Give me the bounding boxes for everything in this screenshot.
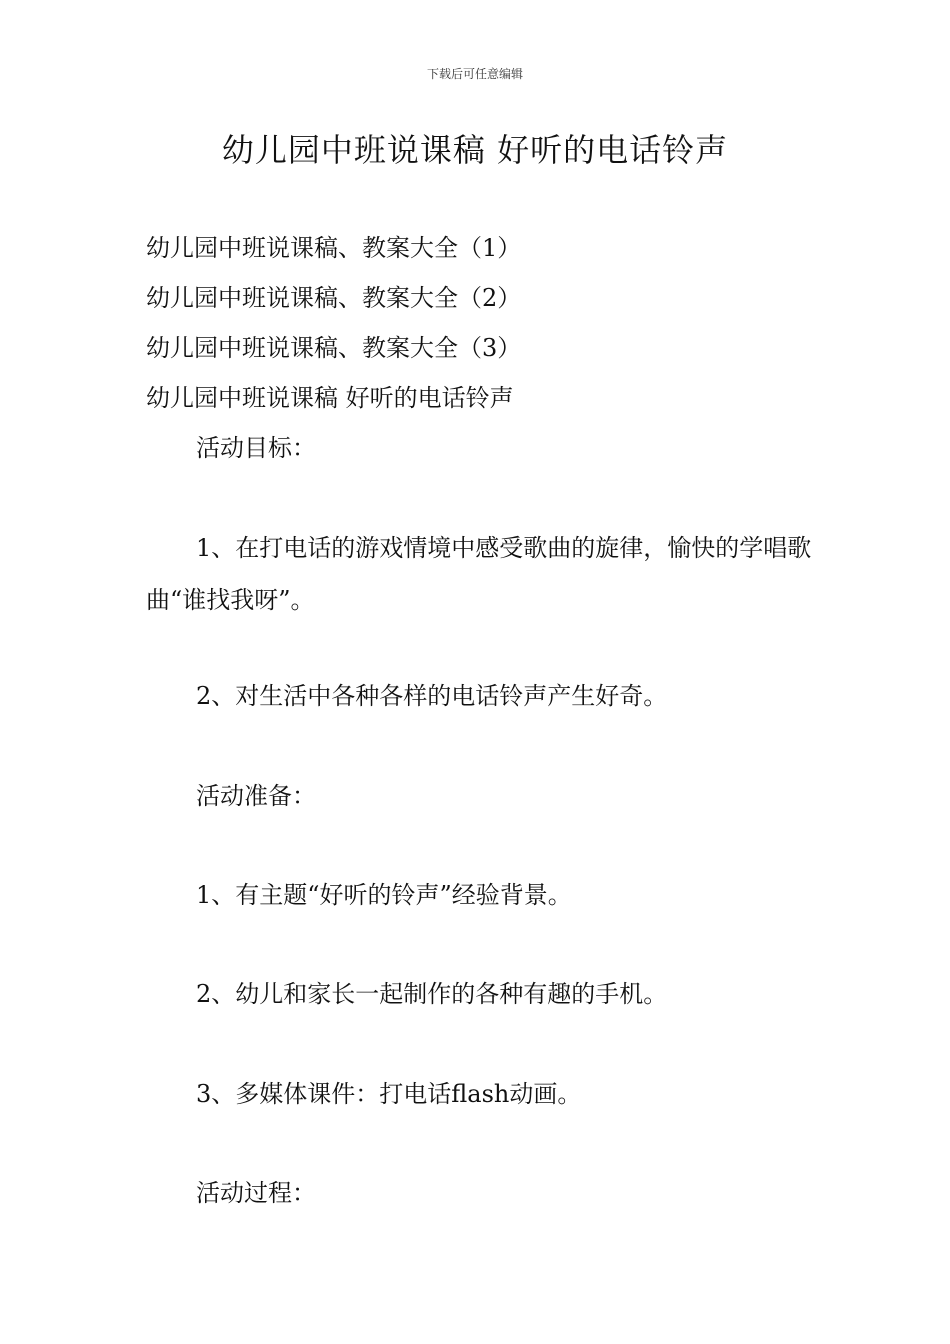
prep-3-paragraph: 3、多媒体课件：打电话flash动画。 <box>196 1080 582 1108</box>
goals-heading: 活动目标： <box>196 434 316 462</box>
prep-heading: 活动准备： <box>196 782 316 810</box>
goal-1-paragraph: 1、在打电话的游戏情境中感受歌曲的旋律，愉快的学唱歌曲“谁找我呀”。 <box>146 534 812 614</box>
process-heading: 活动过程： <box>196 1179 316 1207</box>
prep-2-paragraph: 2、幼儿和家长一起制作的各种有趣的手机。 <box>196 980 668 1008</box>
toc-item-4: 幼儿园中班说课稿 好听的电话铃声 <box>146 384 514 412</box>
toc-item-2: 幼儿园中班说课稿、教案大全（2） <box>146 284 522 312</box>
toc-item-3: 幼儿园中班说课稿、教案大全（3） <box>146 334 522 362</box>
goal-2-paragraph: 2、对生活中各种各样的电话铃声产生好奇。 <box>196 682 668 710</box>
toc-item-1: 幼儿园中班说课稿、教案大全（1） <box>146 234 522 262</box>
document-title: 幼儿园中班说课稿 好听的电话铃声 <box>221 131 729 169</box>
header-note: 下载后可任意编辑 <box>426 67 523 81</box>
prep-1-paragraph: 1、有主题“好听的铃声”经验背景。 <box>196 881 572 909</box>
